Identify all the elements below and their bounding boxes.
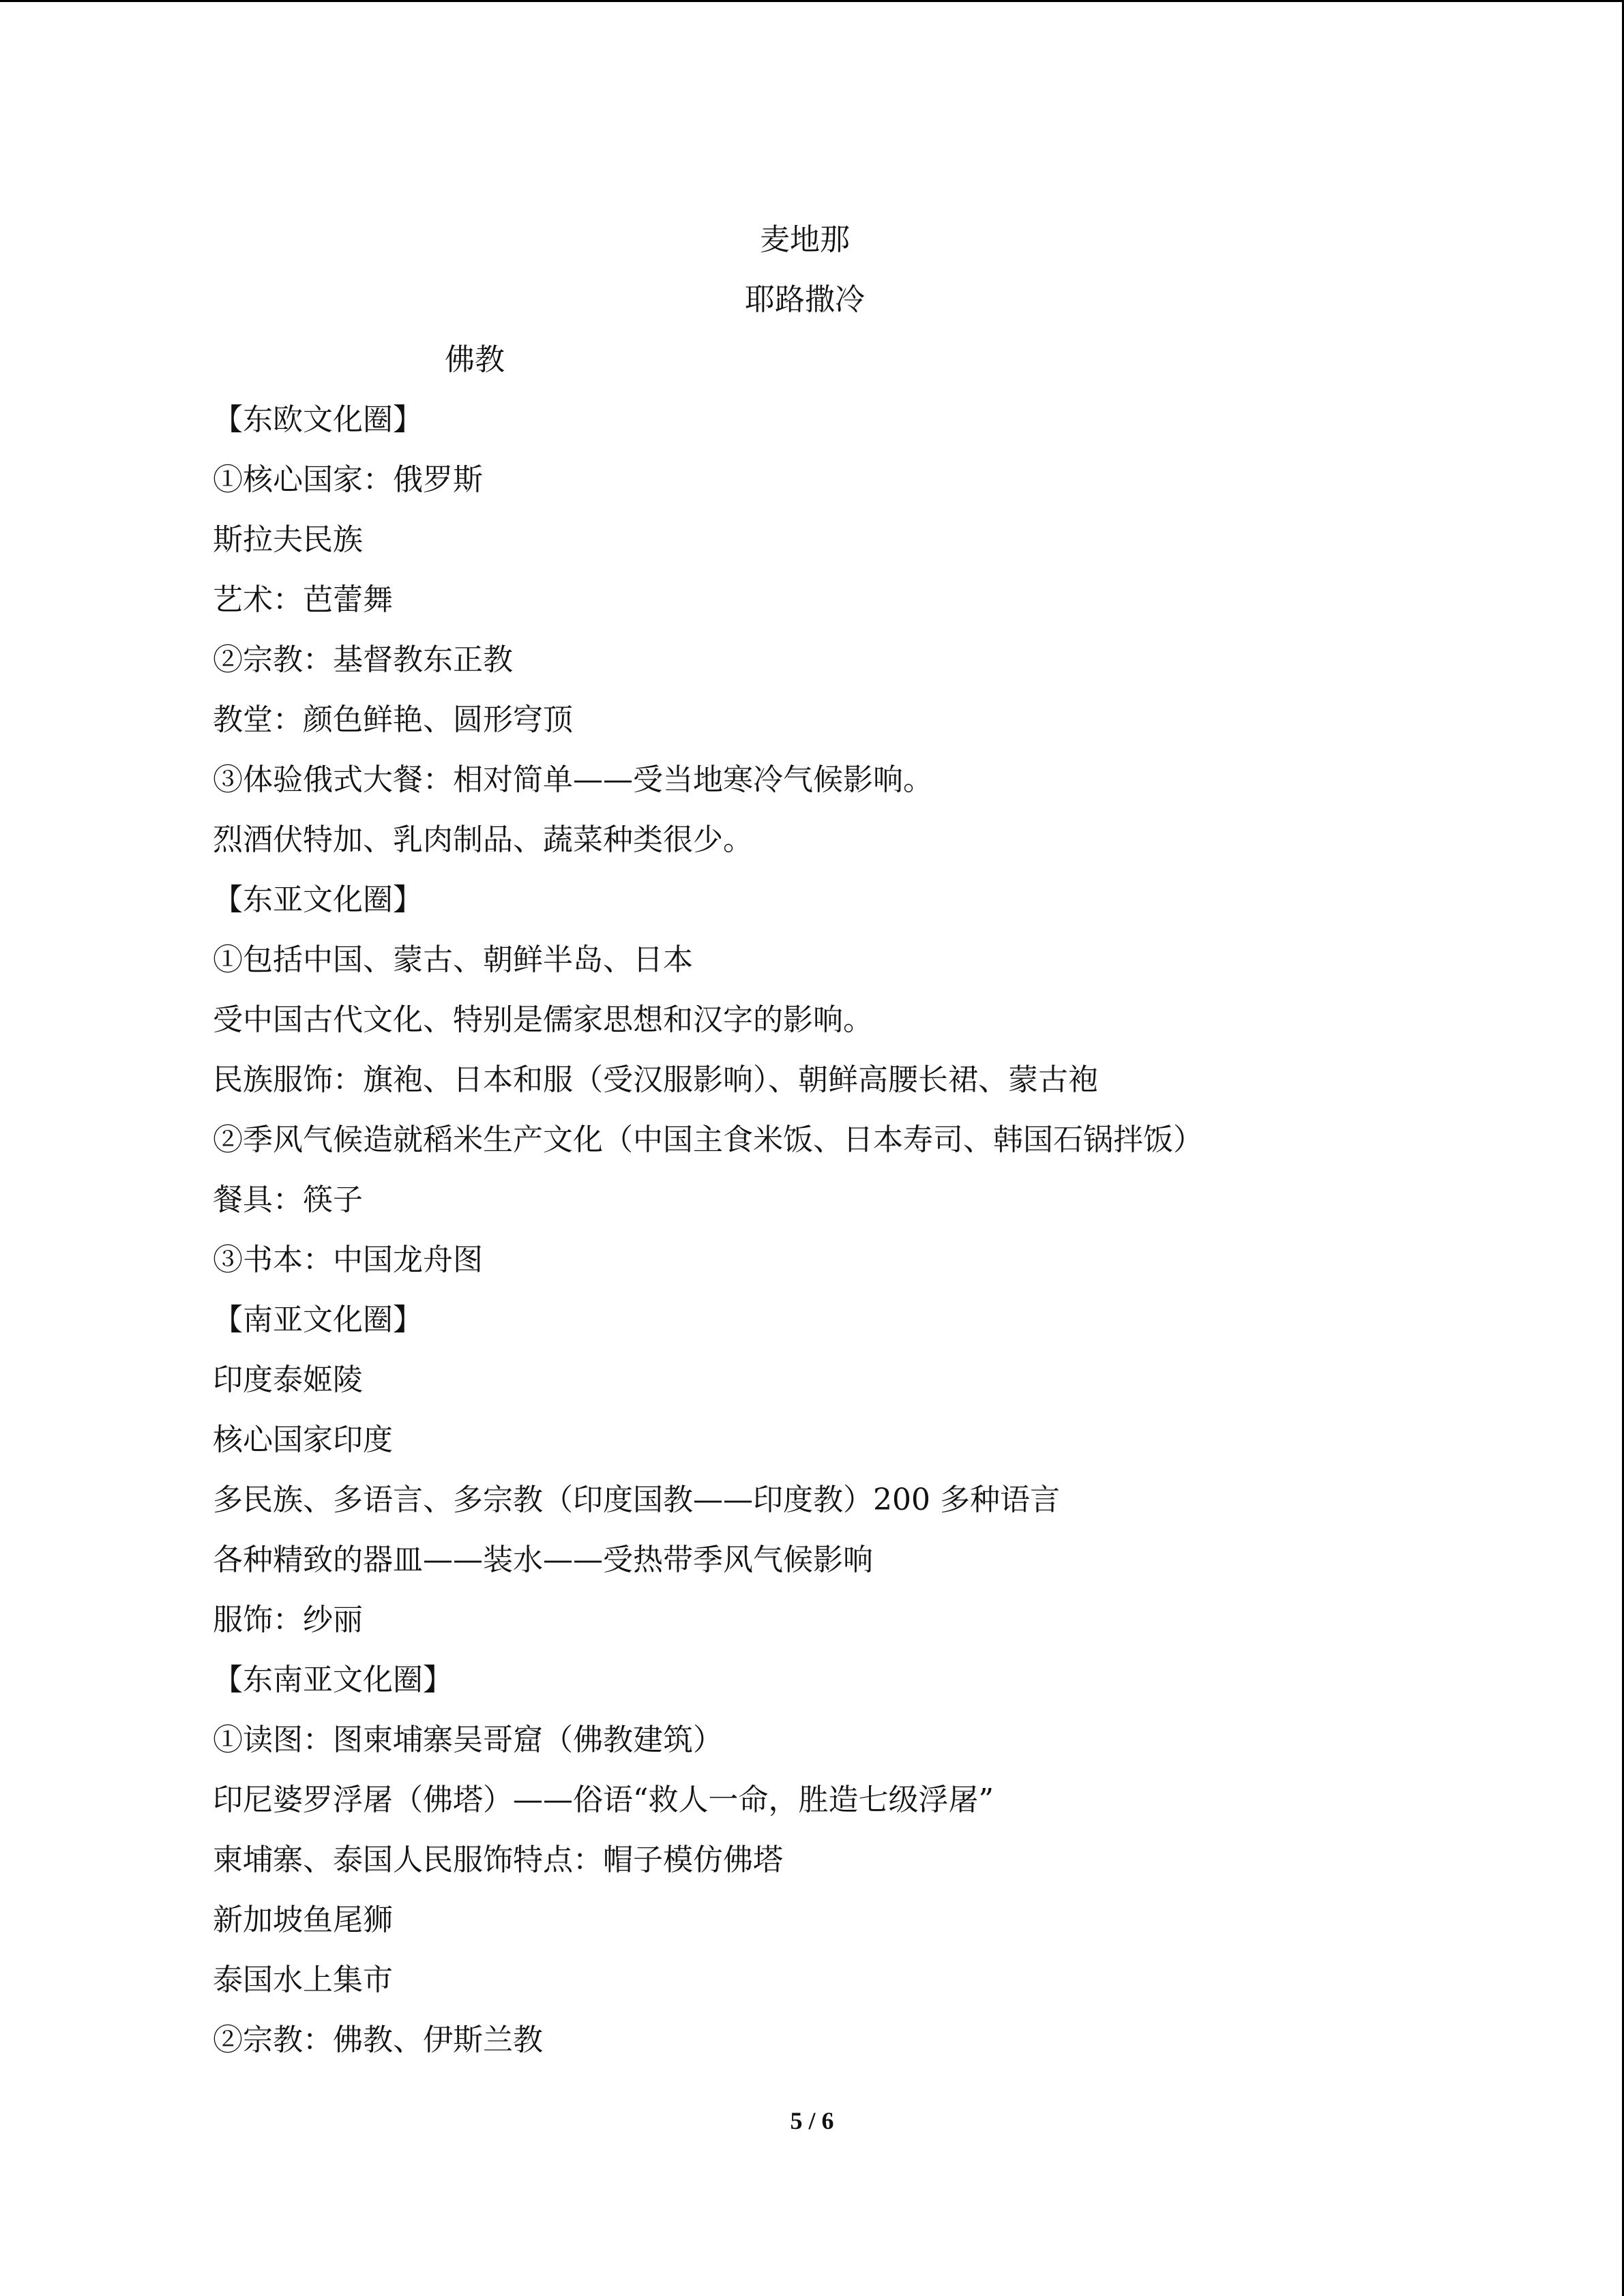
section-heading: 【东欧文化圈】 (213, 402, 423, 437)
text-line: 教堂：颜色鲜艳、圆形穹顶 (213, 702, 573, 737)
text-line: ②宗教：佛教、伊斯兰教 (213, 2023, 543, 2057)
text-line: 核心国家印度 (213, 1422, 393, 1457)
page-number: 5 / 6 (790, 2107, 834, 2134)
text-line: 新加坡鱼尾狮 (213, 1903, 393, 1937)
text-line: ①读图：图柬埔寨吴哥窟（佛教建筑） (213, 1723, 723, 1757)
text-line: 耶路撒冷 (745, 282, 865, 317)
section-heading: 【东亚文化圈】 (213, 882, 423, 917)
text-line: ②季风气候造就稻米生产文化（中国主食米饭、日本寿司、韩国石锅拌饭） (213, 1122, 1203, 1157)
text-line: ①核心国家：俄罗斯 (213, 462, 483, 497)
document-body (213, 210, 1413, 2070)
text-line: 佛教 (445, 342, 505, 377)
text-line: ③体验俄式大餐：相对简单——受当地寒冷气候影响。 (213, 762, 933, 797)
text-line: 各种精致的器皿——装水——受热带季风气候影响 (213, 1542, 873, 1577)
text-line: 泰国水上集市 (213, 1963, 393, 1997)
text-line: 受中国古代文化、特别是儒家思想和汉字的影响。 (213, 1002, 873, 1037)
text-line: 民族服饰：旗袍、日本和服（受汉服影响）、朝鲜高腰长裙、蒙古袍 (213, 1062, 1098, 1097)
text-line: 印度泰姬陵 (213, 1362, 363, 1397)
text-line: 服饰：纱丽 (213, 1602, 363, 1637)
text-line: 麦地那 (760, 222, 850, 257)
section-heading: 【南亚文化圈】 (213, 1302, 423, 1337)
text-line: ②宗教：基督教东正教 (213, 642, 513, 677)
text-line: 艺术：芭蕾舞 (213, 582, 393, 617)
text-line: ③书本：中国龙舟图 (213, 1242, 483, 1277)
text-line: 多民族、多语言、多宗教（印度国教——印度教）200 多种语言 (213, 1482, 1060, 1517)
text-line: 烈酒伏特加、乳肉制品、蔬菜种类很少。 (213, 822, 753, 857)
text-line: 柬埔寨、泰国人民服饰特点：帽子模仿佛塔 (213, 1843, 783, 1877)
section-heading: 【东南亚文化圈】 (213, 1663, 453, 1697)
text-line: ①包括中国、蒙古、朝鲜半岛、日本 (213, 942, 693, 977)
text-line: 餐具：筷子 (213, 1182, 363, 1217)
text-line: 斯拉夫民族 (213, 522, 363, 557)
text-line: 印尼婆罗浮屠（佛塔）——俗语“救人一命，胜造七级浮屠” (213, 1783, 994, 1817)
